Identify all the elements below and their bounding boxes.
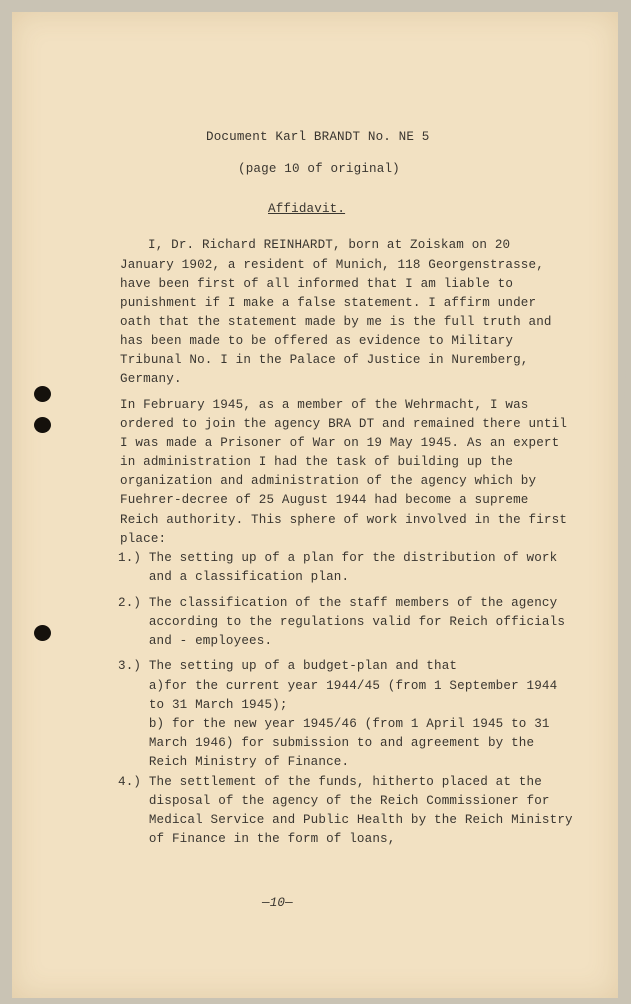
text-line: January 1902, a resident of Munich, 118 Georgenstrasse, [120, 258, 544, 272]
list-item-line: b) for the new year 1945/46 (from 1 April 1945 to 31 [118, 717, 550, 731]
list-item-line: March 1946) for submission to and agreement by the [118, 736, 535, 750]
list-item-line: Medical Service and Public Health by the Reich Ministry [118, 813, 573, 827]
page-reference: (page 10 of original) [238, 162, 400, 176]
page-number: —10— [262, 896, 293, 910]
text-line: has been made to be offered as evidence to Military [120, 334, 514, 348]
list-item-line: to 31 March 1945); [118, 698, 288, 712]
text-line: Reich authority. This sphere of work involved in the first [120, 513, 568, 527]
text-line: organization and administration of the agency which by [120, 474, 537, 488]
list-item-line: 2.) The classification of the staff members of the agency [118, 596, 558, 610]
document-number: Document Karl BRANDT No. NE 5 [206, 130, 430, 144]
text-line: Germany. [120, 372, 182, 386]
list-item-line: of Finance in the form of loans, [118, 832, 396, 846]
text-line: In February 1945, as a member of the Wehrmacht, I was [120, 398, 529, 412]
text-line: ordered to join the agency BRA DT and remained there until [120, 417, 568, 431]
punch-hole [34, 386, 51, 402]
text-line: place: [120, 532, 167, 546]
text-line: I, Dr. Richard REINHARDT, born at Zoiskam on 20 [148, 238, 511, 252]
list-item-line: a)for the current year 1944/45 (from 1 September 1944 [118, 679, 558, 693]
text-line: Tribunal No. I in the Palace of Justice in Nuremberg, [120, 353, 529, 367]
list-item-line: and - employees. [118, 634, 273, 648]
list-item-line: according to the regulations valid for Reich officials [118, 615, 566, 629]
text-line: in administration I had the task of building up the [120, 455, 514, 469]
text-line: Fuehrer-decree of 25 August 1944 had become a supreme [120, 493, 529, 507]
list-item-line: and a classification plan. [118, 570, 350, 584]
text-line: have been first of all informed that I am liable to [120, 277, 514, 291]
punch-hole [34, 417, 51, 433]
affidavit-title: Affidavit. [268, 202, 346, 216]
text-line: punishment if I make a false statement. I affirm under [120, 296, 537, 310]
text-line: oath that the statement made by me is the full truth and [120, 315, 552, 329]
list-item-line: Reich Ministry of Finance. [118, 755, 350, 769]
torn-edge [624, 358, 631, 558]
list-item-line: 3.) The setting up of a budget-plan and that [118, 659, 458, 673]
list-item-line: disposal of the agency of the Reich Commissioner for [118, 794, 550, 808]
list-item-line: 4.) The settlement of the funds, hitherto placed at the [118, 775, 542, 789]
text-line: I was made a Prisoner of War on 19 May 1945. As an expert [120, 436, 560, 450]
list-item-line: 1.) The setting up of a plan for the distribution of work [118, 551, 558, 565]
punch-hole [34, 625, 51, 641]
